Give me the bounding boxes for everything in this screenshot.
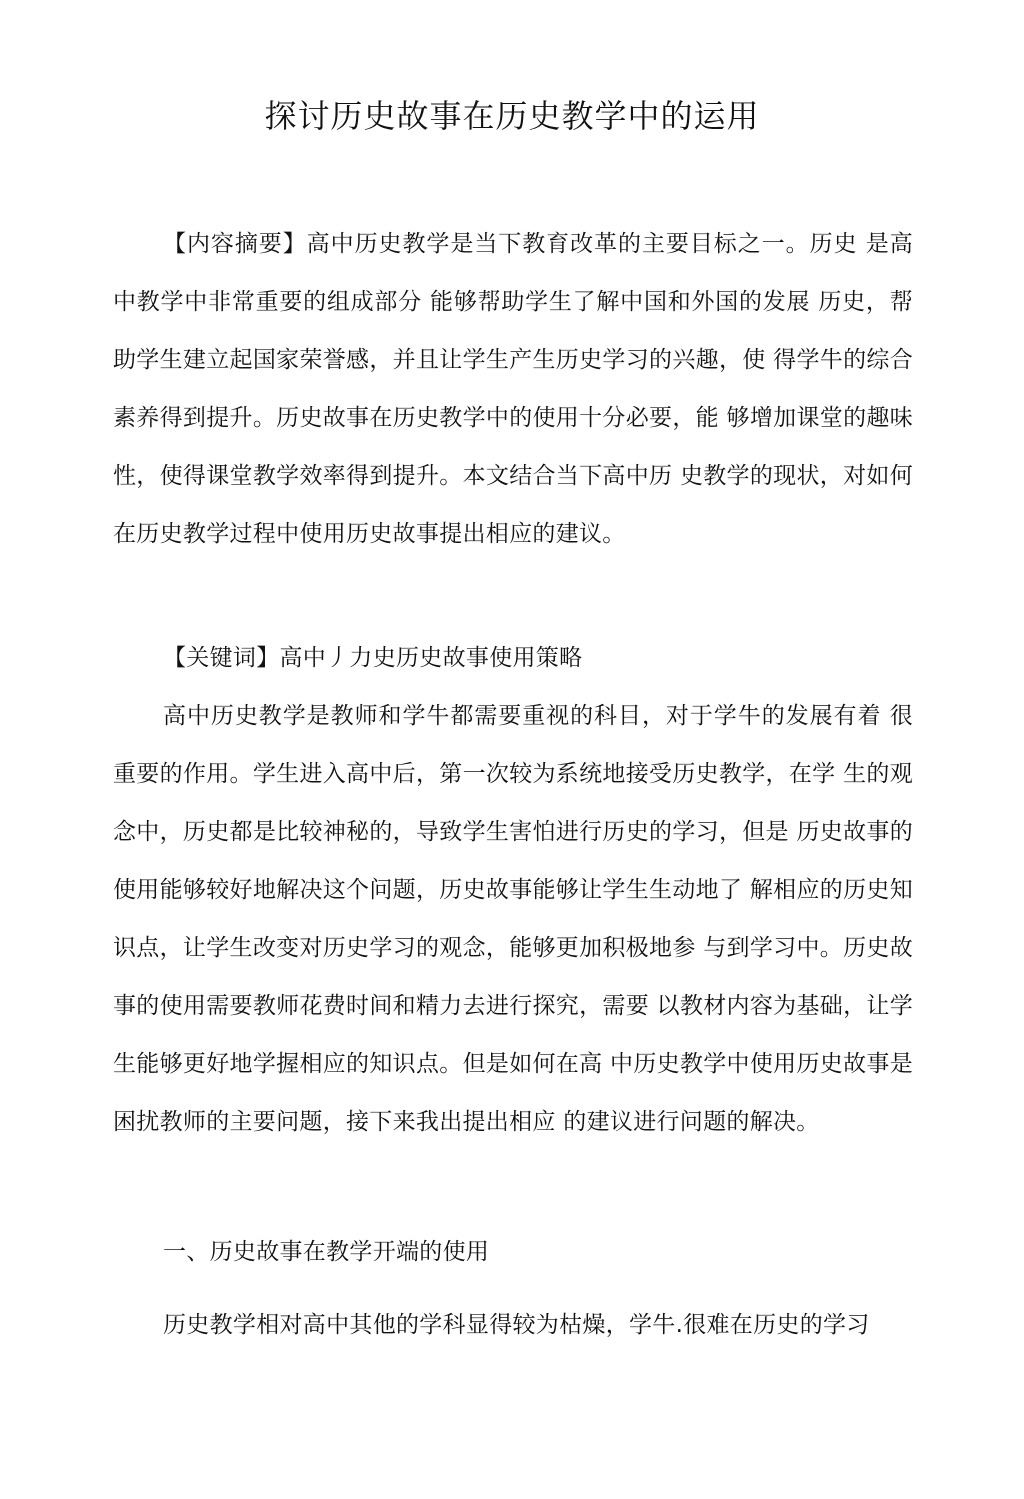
keywords-line: 【关键词】高中丿力史历史故事使用策略 xyxy=(163,645,583,671)
body-paragraph: 高中历史教学是教师和学牛都需要重视的科目，对于学牛的发展有着 很重要的作用。学生进入高中后，第一次较为系统地接受历史教学，在学 生的观念中，历史都是比较神秘的，导致学生害怕进行历史的学习，但是 历史故事的使用能够较好地解决这个问题，历史故事能够让学生生动地了 解相应的历史知识点，让学生改变对历史学习的观念，能够更加积极地参 与到学习中。历史故事的使用需要教师花费时间和精力去进行探究，需要 以教材内容为基础，让学生能够更好地学握相应的知识点。但是如何在高 中历史教学中使用历史故事是困扰教师的主要问题，接下来我出提出相应 的建议进行问题的解决。 xyxy=(113,703,913,1135)
body-paragraph: 历史教学相对高中其他的学科显得较为枯燥，学牛.很难在历史的学习 xyxy=(163,1312,870,1338)
abstract-paragraph: 【内容摘要】高中历史教学是当下教育改革的主要目标之一。历史 是高中教学中非常重要的组成部分 能够帮助学生了解中国和外国的发展 历史，帮助学生建立起国家荣誉感，并且让学生产生历史学习的兴趣，使 得学牛的综合素养得到提升。历史故事在历史教学中的使用十分必要，能 够增加课堂的趣味性，使得课堂教学效率得到提升。本文结合当下高中历 史教学的现状，对如何在历史教学过程中使用历史故事提出相应的建议。 xyxy=(113,231,913,547)
document-title: 探讨历史故事在历史教学中的运用 xyxy=(264,97,760,135)
section-heading: 一、历史故事在教学开端的使用 xyxy=(163,1239,490,1265)
